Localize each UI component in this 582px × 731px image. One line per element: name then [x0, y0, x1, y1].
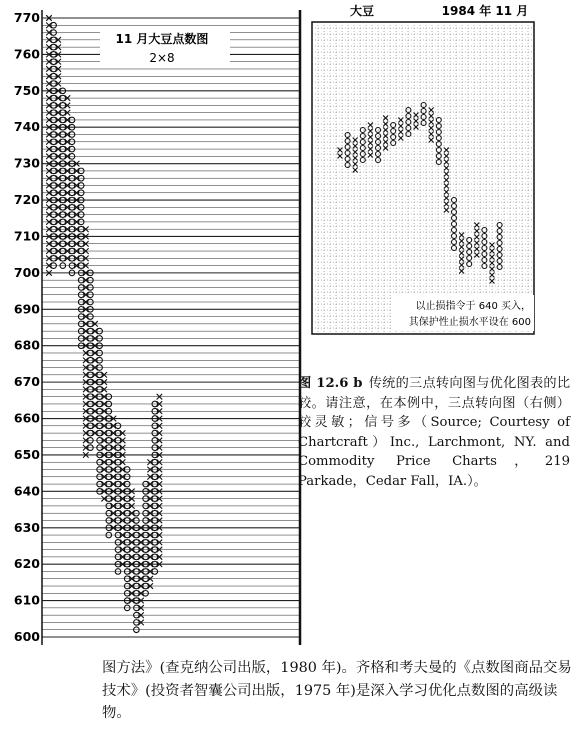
right-xo-mark [467, 250, 472, 255]
right-xo-mark [421, 121, 426, 126]
right-xo-mark [490, 255, 495, 260]
right-xo-mark [429, 138, 434, 143]
left-y-tick-label: 750 [13, 82, 40, 98]
right-xo-mark [353, 150, 358, 155]
right-xo-mark [391, 129, 396, 134]
right-xo-mark [360, 128, 365, 133]
right-xo-mark [436, 142, 441, 147]
right-xo-mark [497, 253, 502, 258]
right-xo-mark [398, 130, 403, 135]
right-xo-mark [436, 148, 441, 153]
right-xo-mark [436, 154, 441, 159]
right-xo-mark [490, 267, 495, 272]
right-xo-mark [467, 238, 472, 243]
left-y-tick-label: 680 [13, 337, 40, 353]
left-y-tick-label: 720 [13, 192, 40, 208]
right-chart-annotation-line2: 其保护性止损水平设在 600 [408, 317, 531, 328]
right-xo-mark [444, 190, 449, 195]
right-xo-mark [490, 249, 495, 254]
right-xo-mark [459, 239, 464, 244]
right-xo-mark [391, 123, 396, 128]
right-xo-mark [490, 261, 495, 266]
left-y-tick-label: 700 [13, 264, 40, 280]
right-xo-mark [474, 247, 479, 252]
right-chart-xo-columns [338, 103, 503, 284]
right-xo-mark [406, 132, 411, 137]
right-chart-header-right: 1984 年 11 月 [441, 4, 529, 18]
right-xo-mark [459, 263, 464, 268]
right-chart-grid [312, 22, 534, 334]
right-xo-mark [436, 130, 441, 135]
right-xo-mark [345, 145, 350, 150]
right-xo-mark [467, 262, 472, 267]
left-chart-title: 11 月大豆点数图 [115, 32, 209, 46]
right-xo-mark [459, 251, 464, 256]
right-xo-mark [429, 120, 434, 125]
right-xo-mark [429, 126, 434, 131]
right-xo-mark [497, 247, 502, 252]
right-xo-mark [391, 141, 396, 146]
right-xo-mark [444, 178, 449, 183]
right-xo-mark [338, 154, 343, 159]
right-xo-mark [452, 216, 457, 221]
right-xo-mark [406, 108, 411, 113]
right-xo-mark [444, 208, 449, 213]
left-y-tick-label: 710 [13, 228, 40, 244]
right-xo-mark [444, 154, 449, 159]
right-chart-header-left: 大豆 [350, 4, 375, 18]
right-xo-mark [353, 168, 358, 173]
left-chart-grid [42, 18, 300, 637]
right-xo-mark [414, 113, 419, 118]
left-chart-subtitle: 2×8 [149, 51, 175, 65]
right-xo-mark [360, 152, 365, 157]
right-xo-mark [406, 120, 411, 125]
right-xo-mark [429, 108, 434, 113]
right-xo-mark [429, 114, 434, 119]
left-y-tick-label: 760 [13, 46, 40, 62]
right-xo-mark [353, 162, 358, 167]
right-xo-mark [391, 135, 396, 140]
left-y-tick-label: 660 [13, 410, 40, 426]
right-xo-mark [414, 125, 419, 130]
right-xo-mark [444, 184, 449, 189]
right-xo-mark [452, 234, 457, 239]
right-xo-mark [459, 269, 464, 274]
left-y-tick-label: 730 [13, 155, 40, 171]
right-xo-mark [429, 132, 434, 137]
right-xo-mark [452, 204, 457, 209]
right-xo-mark [436, 124, 441, 129]
left-y-tick-label: 640 [13, 483, 40, 499]
right-xo-mark [459, 257, 464, 262]
right-xo-mark [497, 265, 502, 270]
right-xo-mark [345, 157, 350, 162]
right-xo-mark [444, 160, 449, 165]
right-xo-mark [490, 279, 495, 284]
right-xo-mark [436, 118, 441, 123]
right-xo-mark [345, 151, 350, 156]
right-xo-mark [444, 166, 449, 171]
left-y-tick-label: 630 [13, 519, 40, 535]
left-chart-y-axis-labels [14, 10, 40, 644]
right-chart-annotation-line1: 以止损指令于 640 买入， [415, 301, 531, 312]
right-xo-mark [444, 202, 449, 207]
right-xo-mark [474, 241, 479, 246]
right-xo-mark [406, 114, 411, 119]
left-y-tick-label: 650 [13, 446, 40, 462]
right-xo-mark [345, 133, 350, 138]
right-xo-mark [360, 134, 365, 139]
right-xo-mark [406, 126, 411, 131]
figure-caption [298, 374, 570, 492]
right-xo-mark [444, 196, 449, 201]
right-point-figure-chart [310, 0, 580, 340]
right-xo-mark [474, 235, 479, 240]
right-xo-mark [421, 109, 426, 114]
right-xo-mark [338, 148, 343, 153]
right-xo-mark [452, 198, 457, 203]
right-xo-mark [353, 144, 358, 149]
right-xo-mark [459, 245, 464, 250]
right-xo-mark [452, 240, 457, 245]
left-y-tick-label: 690 [13, 301, 40, 317]
right-xo-mark [474, 223, 479, 228]
body-paragraph: 图方法》(查克纳公司出版，1980 年)。齐格和考夫曼的《点数图商品交易技术》(投资者智囊公司出版，1975 年)是深入学习优化点数图的高级读物。 [102, 660, 572, 721]
right-xo-mark [398, 118, 403, 123]
left-y-tick-label: 740 [13, 119, 40, 135]
right-xo-mark [353, 138, 358, 143]
left-y-tick-label: 670 [13, 374, 40, 390]
left-y-tick-label: 600 [13, 629, 40, 644]
right-xo-mark [474, 229, 479, 234]
figure-caption-text: 传统的三点转向图与优化图表的比较。请注意，在本例中，三点转向图（右侧）较灵敏；信号多（Source; Courtesy of Chartcraft）Inc., Larchmont, NY. and Commodity Price Charts，219 Parkade，Cedar Fall，IA.）。 [298, 376, 571, 489]
right-xo-mark [421, 103, 426, 108]
right-xo-mark [360, 140, 365, 145]
right-xo-mark [497, 235, 502, 240]
figure-label: 图 12.6 b [298, 376, 363, 391]
right-xo-mark [497, 259, 502, 264]
left-y-tick-label: 770 [13, 10, 40, 25]
right-xo-mark [444, 172, 449, 177]
right-xo-mark [436, 160, 441, 165]
right-xo-mark [467, 256, 472, 261]
right-xo-mark [452, 222, 457, 227]
right-xo-mark [497, 223, 502, 228]
right-xo-mark [353, 156, 358, 161]
right-xo-mark [360, 146, 365, 151]
left-y-tick-label: 610 [13, 592, 40, 608]
right-xo-mark [345, 163, 350, 168]
right-xo-mark [467, 244, 472, 249]
right-xo-mark [497, 241, 502, 246]
right-xo-mark [474, 253, 479, 258]
right-xo-mark [345, 139, 350, 144]
right-xo-mark [452, 246, 457, 251]
right-xo-mark [452, 228, 457, 233]
right-xo-mark [436, 136, 441, 141]
left-point-figure-chart [0, 0, 305, 650]
right-xo-mark [414, 119, 419, 124]
right-xo-mark [497, 229, 502, 234]
right-xo-mark [398, 124, 403, 129]
right-xo-mark [398, 136, 403, 141]
left-y-tick-label: 620 [13, 556, 40, 572]
right-xo-mark [421, 115, 426, 120]
right-xo-mark [444, 148, 449, 153]
right-xo-mark [360, 158, 365, 163]
right-xo-mark [452, 210, 457, 215]
right-xo-mark [490, 243, 495, 248]
right-xo-mark [459, 233, 464, 238]
right-xo-mark [490, 273, 495, 278]
